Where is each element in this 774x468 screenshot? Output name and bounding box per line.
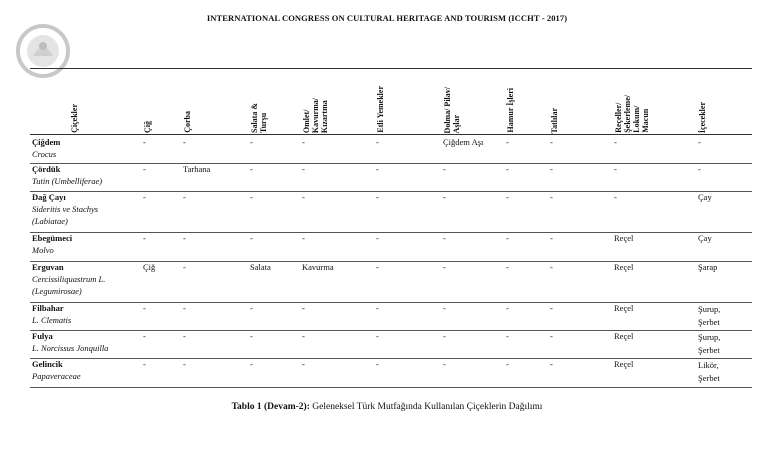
table-cell: -: [550, 233, 553, 243]
table-cell: -: [443, 233, 446, 243]
table-cell: -: [302, 164, 305, 174]
table-cell: -: [143, 233, 146, 243]
caption-text: Geleneksel Türk Mutfağında Kullanılan Çiçeklerin Dağılımı: [309, 402, 543, 412]
table-cell: -: [506, 303, 509, 313]
table-cell: Şurup, Şerbet: [698, 304, 721, 327]
table-cell: Çiğdem Aşı: [443, 137, 484, 147]
table-caption: [0, 402, 774, 412]
table-cell: -: [506, 164, 509, 174]
table-cell: -: [143, 164, 146, 174]
table-cell: -: [550, 303, 553, 313]
table-cell: -: [698, 164, 701, 174]
table-cell: Çay: [698, 233, 712, 243]
table-cell: -: [614, 192, 617, 202]
table-cell: -: [614, 164, 617, 174]
column-header: Etli Yemekler: [376, 86, 385, 133]
table-row: [30, 302, 752, 331]
column-header: Omlet/ Kavurma/ Kızartma: [302, 97, 329, 133]
table-cell: Kavurma: [302, 262, 334, 272]
table-cell: -: [250, 233, 253, 243]
flower-latin-name: L. Clematis: [32, 315, 72, 325]
table-cell: -: [443, 359, 446, 369]
table-cell: -: [550, 262, 553, 272]
table-cell: Likör, Şerbet: [698, 360, 720, 383]
table-cell: -: [250, 331, 253, 341]
table-cell: -: [376, 331, 379, 341]
flower-name: Filbahar: [32, 303, 64, 313]
flower-name: Çiğdem: [32, 137, 61, 147]
table-row: [30, 330, 752, 359]
flower-name: Çördük: [32, 164, 61, 174]
table-cell: -: [376, 164, 379, 174]
flower-latin-name: Papaveraceae: [32, 371, 81, 381]
flower-name: Erguvan: [32, 262, 64, 272]
column-header: Çorba: [183, 111, 192, 133]
flower-name: Gelincik: [32, 359, 63, 369]
table-cell: Şurup, Şerbet: [698, 332, 721, 355]
table-cell: -: [506, 331, 509, 341]
page-header: INTERNATIONAL CONGRESS ON CULTURAL HERITAGE AND TOURISM (ICCHT - 2017): [206, 13, 568, 23]
table-cell: -: [143, 192, 146, 202]
column-header: İçecekler: [698, 101, 707, 133]
table-cell: -: [506, 359, 509, 369]
table-header-rule: [30, 134, 752, 135]
table-cell: -: [443, 331, 446, 341]
flower-latin-name: Tutin (Umbelliferae): [32, 176, 103, 186]
table-cell: -: [376, 262, 379, 272]
table-top-rule: [30, 68, 752, 69]
table-cell: -: [506, 233, 509, 243]
table-cell: -: [376, 303, 379, 313]
flower-latin-name: Molvo: [32, 245, 54, 255]
table-row: [30, 261, 752, 303]
table-cell: -: [376, 192, 379, 202]
column-header: Salata & Turşu: [250, 103, 268, 133]
table-cell: Reçel: [614, 262, 634, 272]
table-cell: -: [550, 359, 553, 369]
table-row: [30, 163, 752, 192]
table-cell: -: [250, 164, 253, 174]
table-cell: -: [183, 331, 186, 341]
table-cell: Tarhana: [183, 164, 211, 174]
table-cell: -: [302, 137, 305, 147]
flower-latin-name: (Legumirosae): [32, 286, 82, 296]
table-cell: -: [506, 262, 509, 272]
column-header: Dolma/ Pilav/ Aşlar: [443, 86, 461, 133]
column-header: Çiçekler: [70, 104, 79, 133]
table-cell: -: [443, 303, 446, 313]
table-cell: -: [302, 303, 305, 313]
flower-name: Fulya: [32, 331, 53, 341]
table-cell: -: [302, 233, 305, 243]
column-header: Çiğ: [143, 121, 152, 133]
flower-latin-name: (Labiatae): [32, 216, 68, 226]
table-cell: -: [376, 233, 379, 243]
flower-latin-name: Cercissiliquastrum L.: [32, 274, 106, 284]
table-cell: -: [183, 359, 186, 369]
table-cell: -: [183, 233, 186, 243]
flower-name: Dağ Çayı: [32, 192, 66, 202]
caption-label: Tablo 1 (Devam-2):: [231, 402, 310, 412]
table-cell: -: [250, 359, 253, 369]
table-cell: -: [143, 137, 146, 147]
table-cell: -: [443, 164, 446, 174]
table-cell: -: [302, 359, 305, 369]
table-cell: -: [302, 331, 305, 341]
table-cell: -: [376, 359, 379, 369]
table-cell: -: [550, 192, 553, 202]
table-row: [30, 136, 752, 164]
table-row: [30, 191, 752, 233]
table-cell: Salata: [250, 262, 271, 272]
table-cell: -: [250, 192, 253, 202]
table-cell: -: [143, 303, 146, 313]
table-cell: -: [183, 303, 186, 313]
table-cell: -: [506, 137, 509, 147]
table-cell: -: [443, 192, 446, 202]
column-header: Hamur İşleri: [506, 88, 515, 133]
table-cell: Çiğ: [143, 262, 156, 272]
table-cell: Çay: [698, 192, 712, 202]
table-cell: -: [250, 137, 253, 147]
table-cell: -: [550, 137, 553, 147]
flower-latin-name: L. Norcissus Jonquilla: [32, 343, 109, 353]
table-cell: Şarap: [698, 262, 718, 272]
table-row: [30, 358, 752, 388]
table-cell: -: [506, 192, 509, 202]
table-cell: -: [183, 137, 186, 147]
congress-logo-icon: [14, 22, 72, 80]
table-cell: -: [143, 359, 146, 369]
table-cell: -: [143, 331, 146, 341]
table-cell: Reçel: [614, 359, 634, 369]
flower-latin-name: Sideritis ve Stachys: [32, 204, 99, 214]
table-cell: -: [183, 192, 186, 202]
table-cell: -: [443, 262, 446, 272]
table-cell: -: [550, 331, 553, 341]
table-cell: Reçel: [614, 303, 634, 313]
table-cell: -: [698, 137, 701, 147]
table-cell: Reçel: [614, 233, 634, 243]
flower-name: Ebegümeci: [32, 233, 73, 243]
table-cell: -: [183, 262, 186, 272]
table-row: [30, 232, 752, 262]
table-cell: Reçel: [614, 331, 634, 341]
table-cell: -: [614, 137, 617, 147]
table-cell: -: [250, 303, 253, 313]
column-header: Tatlılar: [550, 107, 559, 133]
column-header: Reçeller/ Şekerleme/ Lokum/ Macun: [614, 95, 650, 133]
table-cell: -: [550, 164, 553, 174]
table-cell: -: [376, 137, 379, 147]
flower-latin-name: Crocus: [32, 149, 57, 159]
table-cell: -: [302, 192, 305, 202]
